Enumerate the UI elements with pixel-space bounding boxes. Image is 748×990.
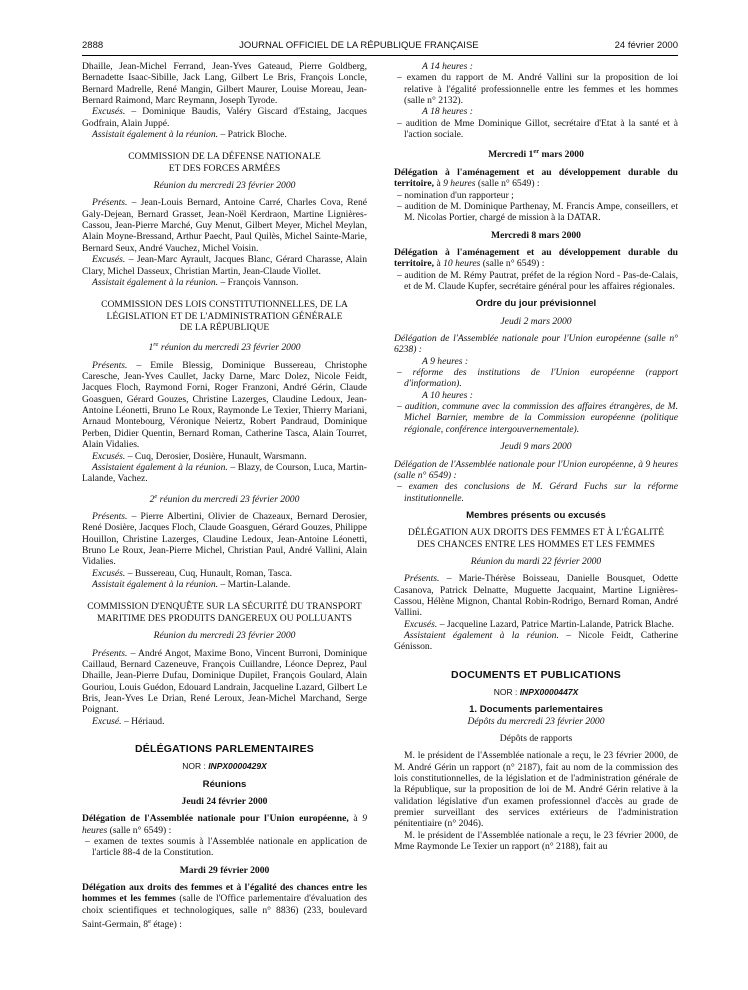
mercredi8-title: Mercredi 8 mars 2000 (491, 229, 581, 241)
jeudi9-title: Jeudi 9 mars 2000 (500, 441, 572, 453)
lois-r2-assistait: Assistait également à la réunion. – Martin-Lalande. (92, 579, 291, 591)
femmes-reunion: Réunion du mardi 22 février 2000 (470, 555, 602, 567)
defense-excuses: Excusés. – Jean-Marc Ayrault, Jacques Blanc, Gérard Charasse, Alain Clary, Michel Dasseux, Christian Martin, Jean-Claude Viollet. (82, 254, 367, 277)
enquete-title: COMMISSION D'ENQUÊTE SUR LA SÉCURITÉ DU TRANSPORT MARITIME DES PRODUITS DANGEREUX OU POLLUANTS (87, 601, 362, 624)
jeudi24-deleg: Délégation de l'Assemblée nationale pour l'Union européenne, à 9 heures (salle n° 6549) : (82, 813, 367, 836)
mercredi1-title: Mercredi 1er mars 2000 (488, 148, 584, 161)
documents-title: DOCUMENTS ET PUBLICATIONS (451, 668, 621, 681)
enquete-excuse: Excusé. – Hériaud. (92, 715, 165, 727)
lois-title: COMMISSION DES LOIS CONSTITUTIONNELLES, DE LA LÉGISLATION ET DE L'ADMINISTRATION GÉNÉRALE DE LA RÉPUBLIQUE (101, 299, 348, 333)
delegations-nor: NOR : INPX0000429X (182, 761, 267, 772)
lois-r2-excuses: Excusés. – Bussereau, Cuq, Hunault, Roman, Tasca. (92, 567, 293, 579)
defense-presents: Présents. – Jean-Louis Bernard, Antoine Carré, Charles Cova, René Galy-Dejean, Bernard Grasset, Jean-Noël Kerdraon, Martine Lignières-Cassou, Jean-Pierre Marché, Guy Menut, Gilbert Meyer, Michel Meylan, Alain Moyne-Bressand, Arthur Paecht, Paul Quilès, Michel Sainte-Marie, Bernard Seux, André Vauchez, Michel Voisin. (82, 197, 367, 254)
page-header (82, 40, 678, 51)
jeudi24-title: Jeudi 24 février 2000 (181, 795, 268, 807)
lois-r1-assistaient: Assistaient également à la réunion. – Blazy, de Courson, Luca, Martin-Lalande, Vachez. (82, 461, 367, 485)
jeudi2-a10: A 10 heures : (422, 389, 473, 401)
jeudi2-item1: – réforme des institutions de l'Union européenne (rapport d'information). (397, 367, 678, 390)
mercredi1-item1: – nomination d'un rapporteur ; (397, 189, 514, 201)
depots-rapports: Dépôts de rapports (499, 733, 573, 745)
mardi29-title: Mardi 29 février 2000 (179, 864, 270, 876)
right-column (394, 61, 678, 981)
femmes-assistaient: Assistaient également à la réunion. – Nicole Feidt, Catherine Génisson. (394, 629, 678, 653)
lois-reunion-2: 2e réunion du mercredi 23 février 2000 (149, 492, 300, 505)
enquete-reunion: Réunion du mercredi 23 février 2000 (153, 630, 296, 642)
depot-paragraph-1: M. le président de l'Assemblée nationale a reçu, le 23 février 2000, de M. André Gérin un rapport (n° 2187), fait au nom de la commission des lois constitutionnelles, de la législation et de l'administration générale de la République, sur la proposition de loi de M. André Gérin relative à la validation législative d'un examen professionnel d'accès au grade de premier surveillant des services extérieurs de l'administration pénitentiaire (n° 2046). (394, 750, 678, 830)
reunions-title: Réunions (202, 778, 247, 790)
documents-nor: NOR : INPX0000447X (493, 687, 579, 697)
jeudi2-a9: A 9 heures : (422, 355, 469, 367)
jeudi2-title: Jeudi 2 mars 2000 (500, 315, 572, 327)
issue-date: 24 février 2000 (614, 40, 678, 51)
a18-item: – audition de Mme Dominique Gillot, secrétaire d'Etat à la santé et à l'action sociale. (397, 117, 678, 141)
delegations-title: DÉLÉGATIONS PARLEMENTAIRES (134, 742, 315, 755)
ordre-title: Ordre du jour prévisionnel (475, 298, 597, 310)
defense-assistait: Assistait également à la réunion. – François Vannson. (92, 276, 299, 288)
depots-date: Dépôts du mercredi 23 février 2000 (467, 715, 605, 727)
intro-assistait: Assistait également à la réunion. – Patrick Bloche. (92, 129, 287, 141)
depot-paragraph-2: M. le président de l'Assemblée nationale a reçu, le 23 février 2000, de Mme Raymonde Le Texier un rapport (n° 2188), fait au (394, 829, 678, 853)
mercredi8-deleg: Délégation à l'aménagement et au développement durable du territoire, à 10 heures (salle n° 6549) : (394, 247, 678, 270)
mercredi8-item: – audition de M. Rémy Pautrat, préfet de la région Nord - Pas-de-Calais, et de M. Claude Kupfer, secrétaire général pour les affaires régionales. (397, 269, 678, 293)
mercredi1-item2: – audition de M. Dominique Parthenay, M. Francis Ampe, conseillers, et M. Nicolas Portier, chargé de mission à la DATAR. (397, 200, 678, 224)
jeudi2-item2: – audition, commune avec la commission des affaires étrangères, de M. Michel Barnier, membre de la Commission européenne (politique régionale, conférence intergouvernementale). (397, 401, 678, 435)
defense-title: COMMISSION DE LA DÉFENSE NATIONALE ET DES FORCES ARMÉES (128, 151, 321, 174)
femmes-presents: Présents. – Marie-Thérèse Boisseau, Danielle Bousquet, Odette Casanova, Patrick Delnatte, Muguette Jacquaint, Martine Lignières-Cassou, Hélène Mignon, Chantal Robin-Rodrigo, Bernard Roman, André Vallini. (394, 573, 678, 619)
lois-r2-presents: Présents. – Pierre Albertini, Olivier de Chazeaux, Bernard Derosier, René Dosière, Jacques Floch, Claude Goasguen, Gérard Gouzes, Philippe Houillon, Christine Lazerges, Claudine Ledoux, Jean-Antoine Léonetti, Bruno Le Roux, Jean-Pierre Michel, Christian Paul, André Vallini, Alain Vidalies. (82, 511, 367, 568)
journal-title: JOURNAL OFFICIEL DE LA RÉPUBLIQUE FRANÇAISE (239, 40, 479, 51)
jeudi9-deleg: Délégation de l'Assemblée nationale pour l'Union européenne, à 9 heures (salle n° 6549) : (394, 458, 678, 481)
defense-reunion: Réunion du mercredi 23 février 2000 (153, 180, 296, 192)
intro-excuses: Excusés. – Dominique Baudis, Valéry Giscard d'Estaing, Jacques Godfrain, Alain Juppé. (82, 106, 367, 129)
lois-reunion-1: 1re réunion du mercredi 23 février 2000 (148, 341, 301, 354)
femmes-title: DÉLÉGATION AUX DROITS DES FEMMES ET À L'ÉGALITÉ DES CHANCES ENTRE LES HOMMES ET LES FEMMES (407, 527, 665, 550)
mardi29-deleg: Délégation aux droits des femmes et à l'égalité des chances entre les hommes et les femmes (salle de l'Office parlementaire d'évaluation des choix scientifiques et technologiques, salle n° 8836) (233, boulevard Saint-Germain, 8e étage) : (82, 882, 367, 931)
a14-item: – examen du rapport de M. André Vallini sur la proposition de loi relative à l'égalité professionnelle entre les femmes et les hommes (salle n° 2132). (397, 72, 678, 107)
jeudi24-item: – examen de textes soumis à l'Assemblée nationale en application de l'article 88-4 de la Constitution. (85, 835, 367, 859)
documents-subtitle: 1. Documents parlementaires (469, 704, 603, 716)
lois-r1-presents: Présents. – Emile Blessig, Dominique Bussereau, Christophe Caresche, Jean-Yves Caullet, Jacky Darne, Marc Dolez, Nicole Feidt, Jacques Floch, Raymond Forni, Roger Franzoni, André Gérin, Claude Goasguen, Gérard Gouzes, Christine Lazerges, Claudine Ledoux, Jean-Antoine Léonetti, Bruno Le Roux, Raymonde Le Texier, Thierry Mariani, Arnaud Montebourg, Véronique Neiertz, Robert Pandraud, Dominique Perben, Didier Quentin, Bernard Roman, Catherine Tasca, Alain Tourret, Alain Vidalies. (82, 359, 367, 451)
mercredi1-deleg: Délégation à l'aménagement et au développement durable du territoire, à 9 heures (salle n° 6549) : (394, 166, 678, 190)
left-column (82, 61, 367, 981)
jeudi9-item: – examen des conclusions de M. Gérard Fuchs sur la réforme institutionnelle. (397, 481, 678, 504)
membres-title: Membres présents ou excusés (466, 509, 606, 521)
jeudi2-deleg: Délégation de l'Assemblée nationale pour l'Union européenne (salle n° 6238) : (394, 333, 678, 356)
header-rule (82, 55, 678, 56)
intro-text: Dhaille, Jean-Michel Ferrand, Jean-Yves Gateaud, Pierre Goldberg, Bernadette Isaac-Sibille, Jack Lang, Gilbert Le Bris, François Loncle, Bernard Madrelle, René Mangin, Gilbert Maurer, Louise Moreau, Jean-Bernard Raimond, Marc Reymann, Joseph Tyrode. (82, 61, 367, 107)
page-number: 2888 (82, 40, 104, 51)
lois-r1-excuses: Excusés. – Cuq, Derosier, Dosière, Hunault, Warsmann. (92, 450, 307, 462)
enquete-presents: Présents. – André Angot, Maxime Bono, Vincent Burroni, Dominique Caillaud, Bernard Cazeneuve, François Cuillandre, Léonce Deprez, Paul Dhaille, Jean-Pierre Dufau, Dominique Dupilet, François Goulard, Alain Gouriou, Louis Guédon, Edouard Landrain, Jacqueline Lazard, Gilbert Le Bris, Jean-Yves Le Drian, René Leroux, Jean-Michel Marchand, Serge Poignant. (82, 647, 367, 716)
femmes-excuses: Excusés. – Jacqueline Lazard, Patrice Martin-Lalande, Patrick Blache. (404, 618, 674, 630)
a14-heading: A 14 heures : (422, 61, 473, 72)
a18-heading: A 18 heures : (422, 106, 473, 118)
